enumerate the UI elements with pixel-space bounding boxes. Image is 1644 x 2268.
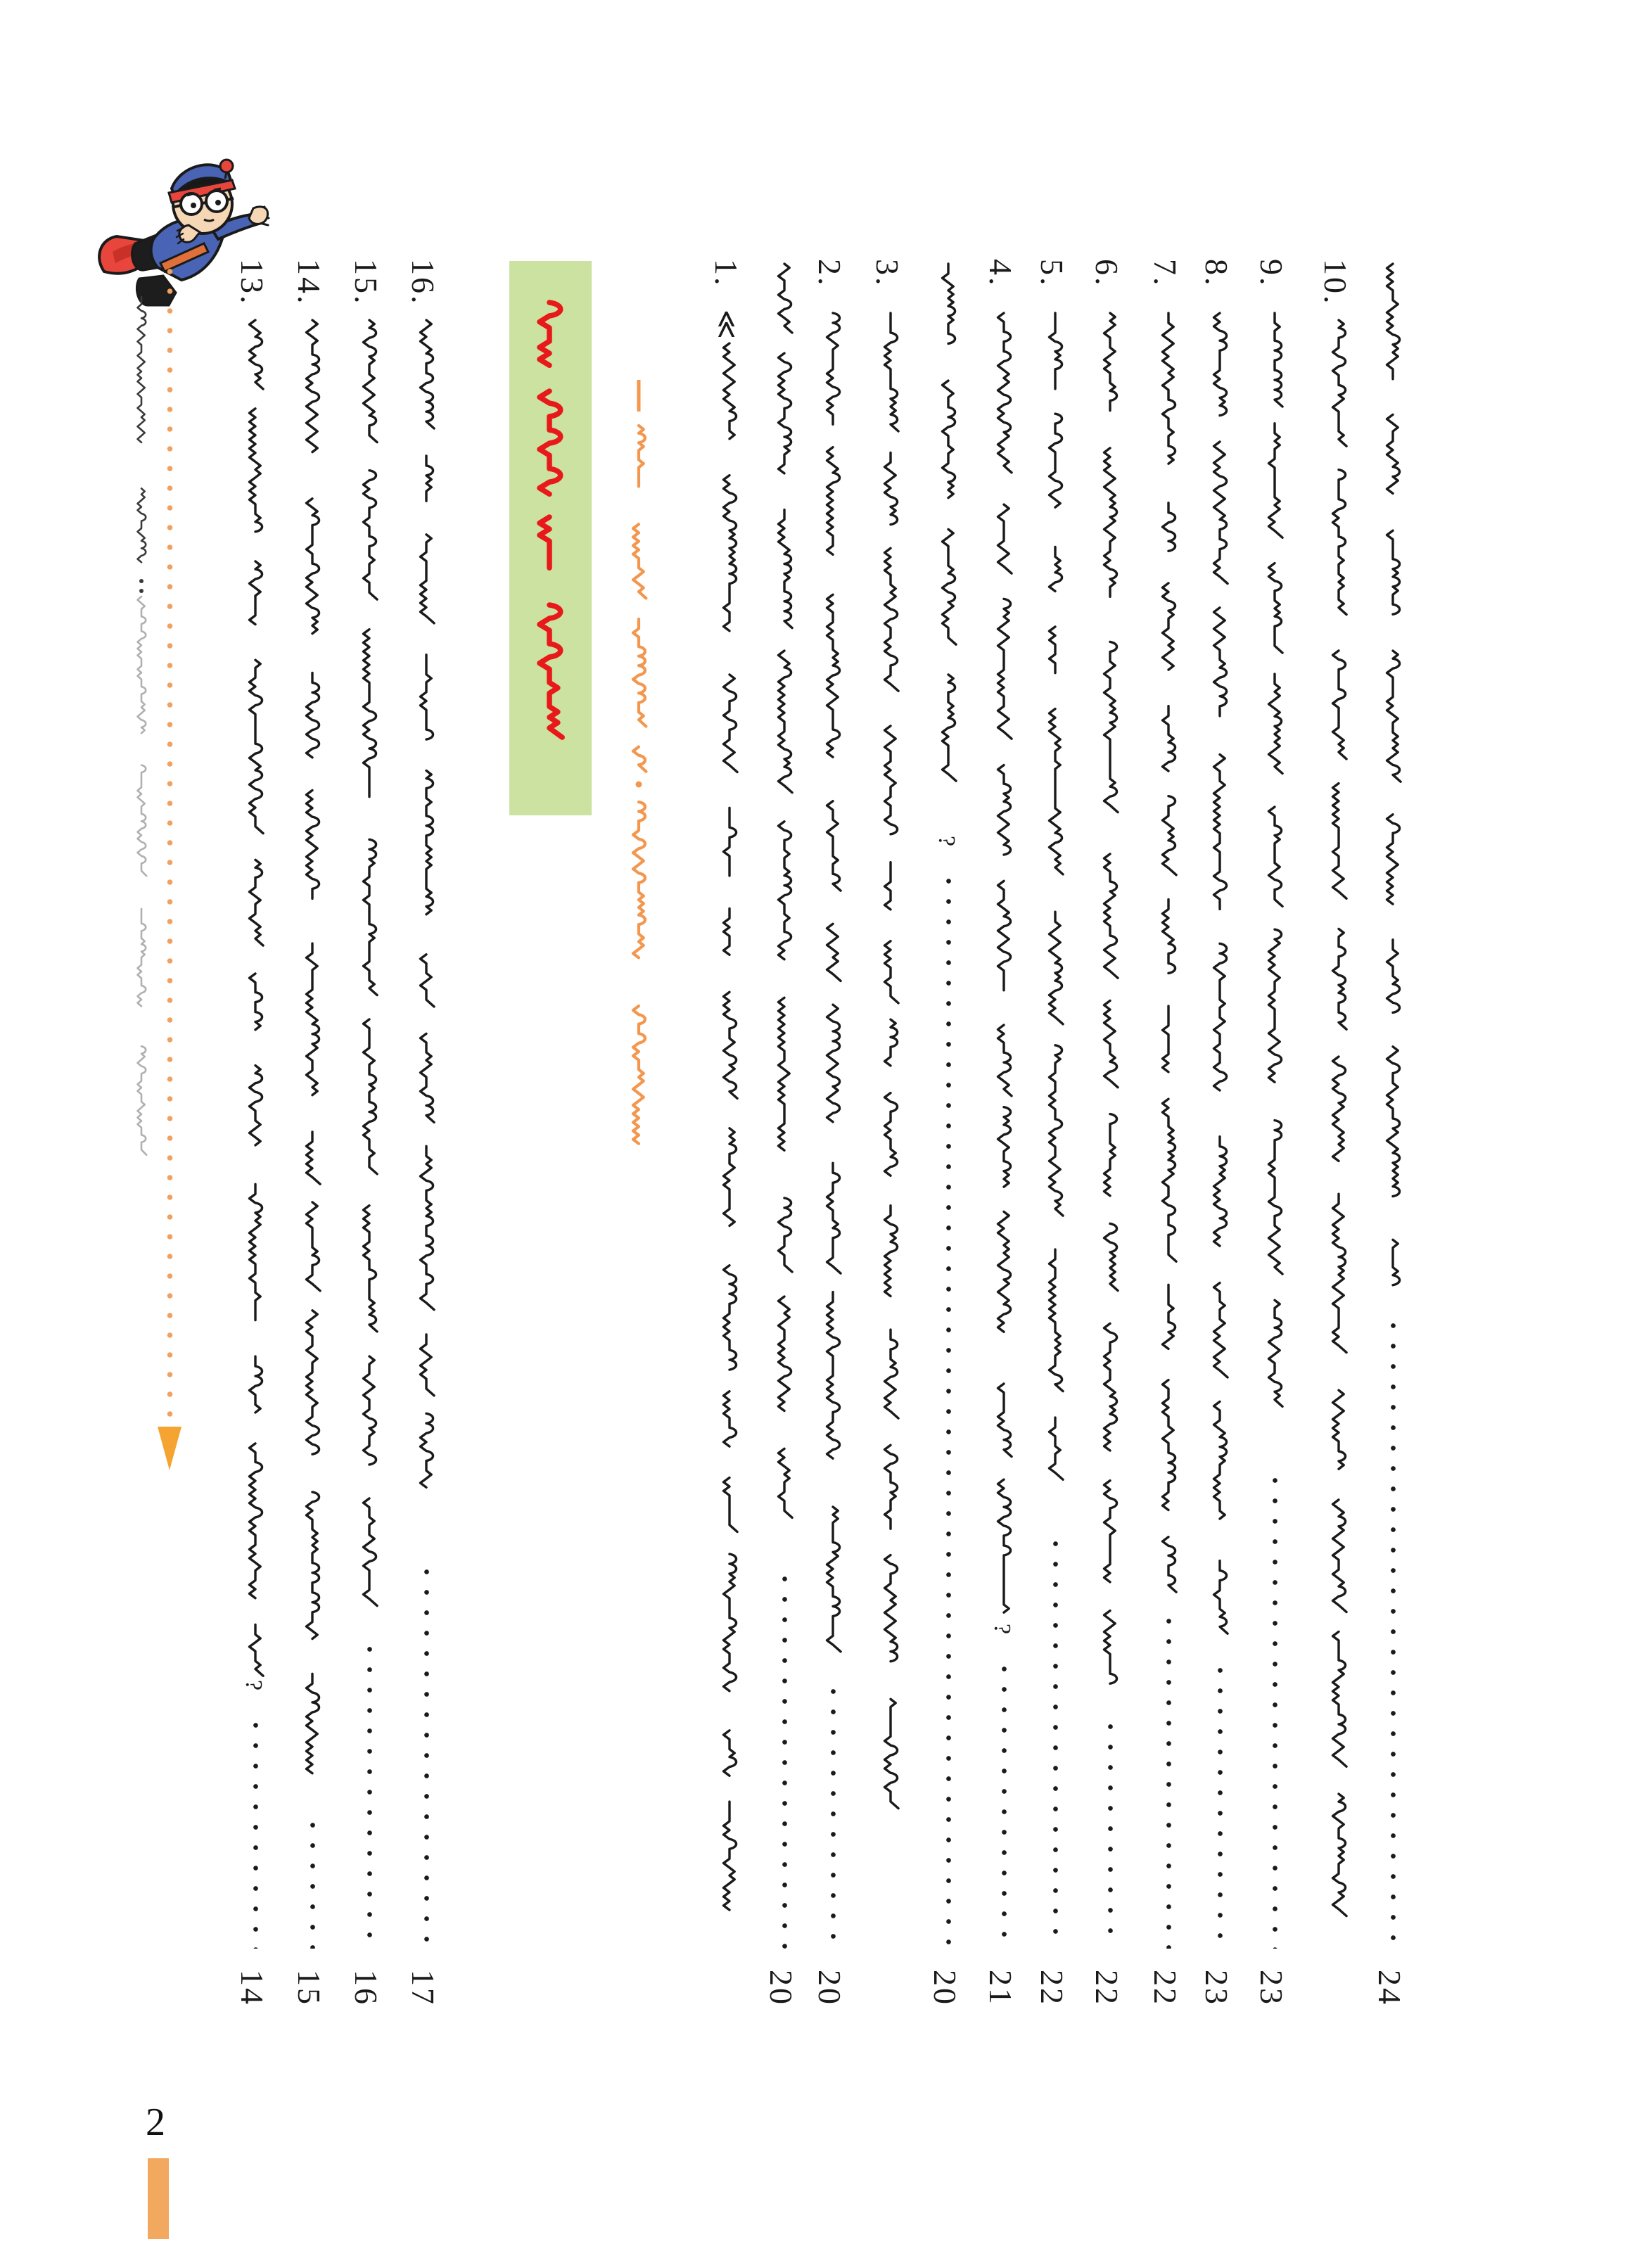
toc-entry-page-number: 14 bbox=[234, 1970, 271, 2006]
subtitle-script bbox=[633, 1006, 645, 1144]
title-script bbox=[1214, 313, 1228, 1633]
dot-leader bbox=[1218, 1660, 1223, 1949]
sidenote-colon-icon bbox=[139, 579, 144, 583]
toc-entry-number: 8. bbox=[1199, 259, 1235, 288]
dot-leader bbox=[1002, 1659, 1007, 1949]
toc-entry-page-number: 22 bbox=[1034, 1970, 1071, 2006]
toc-entry-page-number: 24 bbox=[1372, 1970, 1408, 2006]
dot-leader bbox=[1053, 1534, 1058, 1949]
toc-entry-number: 7. bbox=[1147, 259, 1184, 288]
dotted-rule-arrow-icon bbox=[158, 1427, 181, 1470]
dot-leader bbox=[782, 1569, 787, 1949]
toc-entry-page-number: 23 bbox=[1199, 1970, 1235, 2006]
toc-entry-page-number: 23 bbox=[1254, 1970, 1290, 2006]
dot-leader bbox=[1273, 1470, 1277, 1949]
subtitle-script bbox=[633, 619, 646, 772]
toc-entry-number: 3. bbox=[869, 259, 906, 288]
subtitle-script bbox=[633, 426, 646, 598]
sidenote-colon-icon bbox=[139, 589, 144, 593]
toc-entry-number: 14. bbox=[291, 259, 328, 306]
title-script bbox=[885, 313, 899, 1809]
dot-leader bbox=[1108, 1716, 1113, 1949]
toc-entry-number: 9. bbox=[1254, 259, 1290, 288]
title-script bbox=[1333, 320, 1347, 1916]
title-script bbox=[1050, 313, 1064, 1479]
toc-entry-page-number: 21 bbox=[983, 1970, 1019, 2006]
question-mark-glyph: ? bbox=[988, 1624, 1015, 1635]
title-script bbox=[1104, 313, 1119, 1683]
dot-leader bbox=[1166, 1611, 1171, 1949]
title-script bbox=[943, 264, 957, 781]
sidenote-script-gray bbox=[138, 597, 147, 1155]
toc-entry-page-number: 20 bbox=[812, 1970, 848, 2006]
question-mark-glyph: ? bbox=[933, 836, 960, 847]
toc-entry-number: 10. bbox=[1318, 259, 1354, 306]
unit-header-banner bbox=[509, 261, 592, 815]
title-script bbox=[779, 264, 793, 1517]
toc-entry-number: 15. bbox=[348, 259, 385, 306]
question-mark-glyph: ? bbox=[240, 1680, 267, 1691]
toc-entry-page-number: 22 bbox=[1147, 1970, 1184, 2006]
folio-page-number: 2 bbox=[146, 2101, 165, 2144]
title-open-bracket-icon: ≪ bbox=[711, 310, 743, 339]
toc-entry-number: 2. bbox=[812, 259, 848, 288]
title-script bbox=[307, 320, 321, 1773]
toc-entry-number: 16. bbox=[405, 259, 442, 306]
folio-orange-bar bbox=[148, 2158, 169, 2239]
dot-leader bbox=[367, 1639, 372, 1949]
toc-entry-number: 1. bbox=[708, 259, 745, 288]
title-script bbox=[998, 313, 1012, 1612]
title-script bbox=[1269, 313, 1283, 1406]
subtitle-middle-dot-icon bbox=[636, 782, 642, 788]
title-script bbox=[364, 320, 378, 1606]
title-script bbox=[827, 313, 841, 1652]
dot-leader bbox=[310, 1815, 315, 1949]
dotted-rule bbox=[167, 262, 173, 1425]
title-script bbox=[1163, 313, 1177, 1592]
dot-leader bbox=[946, 871, 951, 1949]
toc-entry-page-number: 16 bbox=[348, 1970, 385, 2006]
title-script bbox=[421, 320, 435, 1487]
sidenote-script-black bbox=[138, 297, 146, 562]
dot-leader bbox=[253, 1715, 258, 1949]
toc-entry-number: 5. bbox=[1034, 259, 1071, 288]
toc-entry-page-number: 15 bbox=[291, 1970, 328, 2006]
title-script bbox=[724, 343, 738, 1910]
toc-entry-page-number: 22 bbox=[1089, 1970, 1126, 2006]
title-script bbox=[250, 320, 264, 1676]
toc-entry-number: 6. bbox=[1089, 259, 1126, 288]
subtitle-script bbox=[633, 802, 645, 957]
toc-entry-number: 13. bbox=[234, 259, 271, 306]
dot-leader bbox=[1391, 1315, 1396, 1949]
toc-entry-page-number: 20 bbox=[763, 1970, 800, 2006]
toc-entry-page-number: 20 bbox=[927, 1970, 964, 2006]
dot-leader bbox=[424, 1562, 429, 1949]
toc-entry-number: 4. bbox=[983, 259, 1019, 288]
dot-leader bbox=[831, 1681, 836, 1949]
toc-entry-page-number: 17 bbox=[405, 1970, 442, 2006]
title-script bbox=[1387, 264, 1401, 1285]
